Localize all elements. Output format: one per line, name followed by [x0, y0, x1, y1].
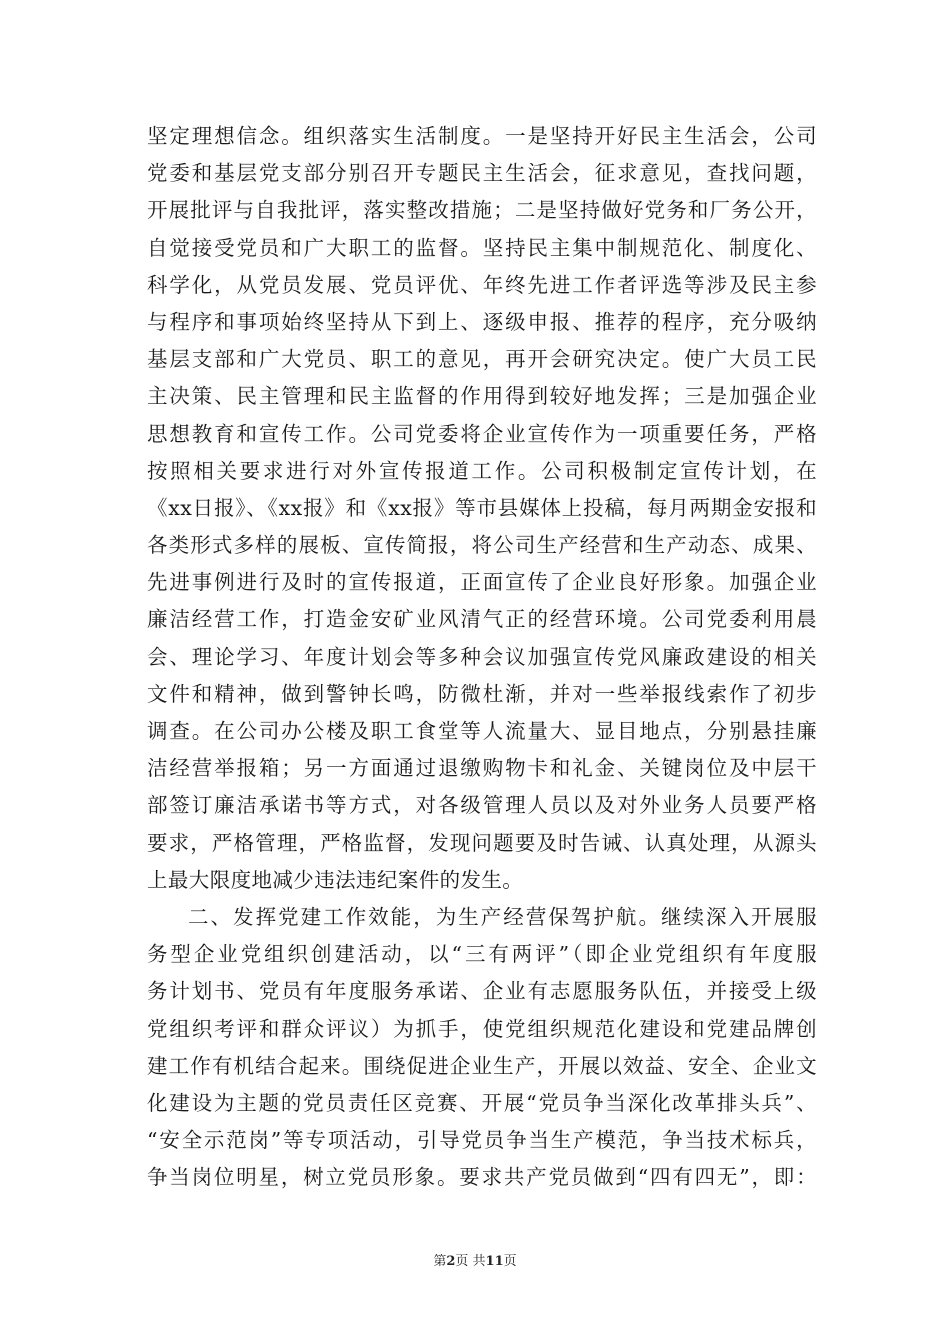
- text-line: 科学化，从党员发展、党员评优、年终先进工作者评选等涉及民主参: [147, 272, 817, 297]
- text-line: 文件和精神，做到警钟长鸣，防微杜渐，并对一些举报线索作了初步: [147, 681, 817, 706]
- text-line: 调查。在公司办公楼及职工食堂等人流量大、显目地点，分别悬挂廉: [147, 719, 817, 743]
- body-text: [147, 118, 817, 1196]
- text-line: 化建设为主题的党员责任区竞赛、开展“党员争当深化改革排头兵”、: [147, 1090, 817, 1115]
- text-line: 基层支部和广大党员、职工的意见，再开会研究决定。使广大员工民: [147, 347, 817, 372]
- text-line: 先进事例进行及时的宣传报道，正面宣传了企业良好形象。加强企业: [147, 570, 817, 595]
- paragraph-2: [147, 899, 817, 1197]
- text-line: 与程序和事项始终坚持从下到上、逐级申报、推荐的程序，充分吸纳: [147, 309, 817, 334]
- text-line: 自觉接受党员和广大职工的监督。坚持民主集中制规范化、制度化、: [147, 235, 817, 260]
- text-line: 会、理论学习、年度计划会等多种会议加强宣传党风廉政建设的相关: [147, 644, 817, 669]
- text-line: 主决策、民主管理和民主监督的作用得到较好地发挥；三是加强企业: [147, 384, 817, 409]
- total-page-number: 11: [485, 1254, 504, 1269]
- text-line: 各类形式多样的展板、宣传简报，将公司生产经营和生产动态、成果、: [147, 533, 817, 558]
- text-line: 务计划书、党员有年度服务承诺、企业有志愿服务队伍，并接受上级: [147, 979, 817, 1004]
- text-line: 开展批评与自我批评，落实整改措施；二是坚持做好党务和厂务公开，: [147, 198, 817, 223]
- text-line: 务型企业党组织创建活动，以“三有两评”（即企业党组织有年度服: [147, 942, 817, 967]
- footer-suffix: 页: [503, 1254, 517, 1269]
- current-page-number: 2: [446, 1254, 456, 1269]
- text-line: 二、发挥党建工作效能，为生产经营保驾护航。继续深入开展服: [188, 904, 817, 929]
- text-line: 廉洁经营工作，打造金安矿业风清气正的经营环境。公司党委利用晨: [147, 607, 817, 632]
- text-line: 上最大限度地减少违法违纪案件的发生。: [147, 867, 524, 892]
- text-line: 要求，严格管理，严格监督，发现问题要及时告诫、认真处理，从源头: [147, 830, 817, 855]
- footer-middle: 页 共: [455, 1254, 486, 1269]
- text-line: 思想教育和宣传工作。公司党委将企业宣传作为一项重要任务，严格: [147, 421, 817, 446]
- page-footer: [0, 1254, 950, 1270]
- text-line: 部签订廉洁承诺书等方式，对各级管理人员以及对外业务人员要严格: [147, 793, 817, 818]
- text-line: 按照相关要求进行对外宣传报道工作。公司积极制定宣传计划，在: [147, 458, 817, 483]
- text-line: 建工作有机结合起来。围绕促进企业生产，开展以效益、安全、企业文: [147, 1053, 817, 1078]
- text-line: 党组织考评和群众评议）为抓手，使党组织规范化建设和党建品牌创: [147, 1016, 817, 1041]
- footer-prefix: 第: [433, 1254, 447, 1269]
- paragraph-1: [147, 118, 817, 899]
- text-line: 《xx日报》、《xx报》和《xx报》等市县媒体上投稿，每月两期金安报和: [147, 495, 817, 520]
- text-line: 争当岗位明星，树立党员形象。要求共产党员做到“四有四无”，即：: [147, 1165, 817, 1190]
- text-line: “安全示范岗”等专项活动，引导党员争当生产模范，争当技术标兵，: [147, 1128, 817, 1153]
- text-line: 洁经营举报箱；另一方面通过退缴购物卡和礼金、关键岗位及中层干: [147, 756, 817, 781]
- text-line: 坚定理想信念。组织落实生活制度。一是坚持开好民主生活会，公司: [147, 124, 817, 148]
- text-line: 党委和基层党支部分别召开专题民主生活会，征求意见，查找问题，: [147, 161, 817, 186]
